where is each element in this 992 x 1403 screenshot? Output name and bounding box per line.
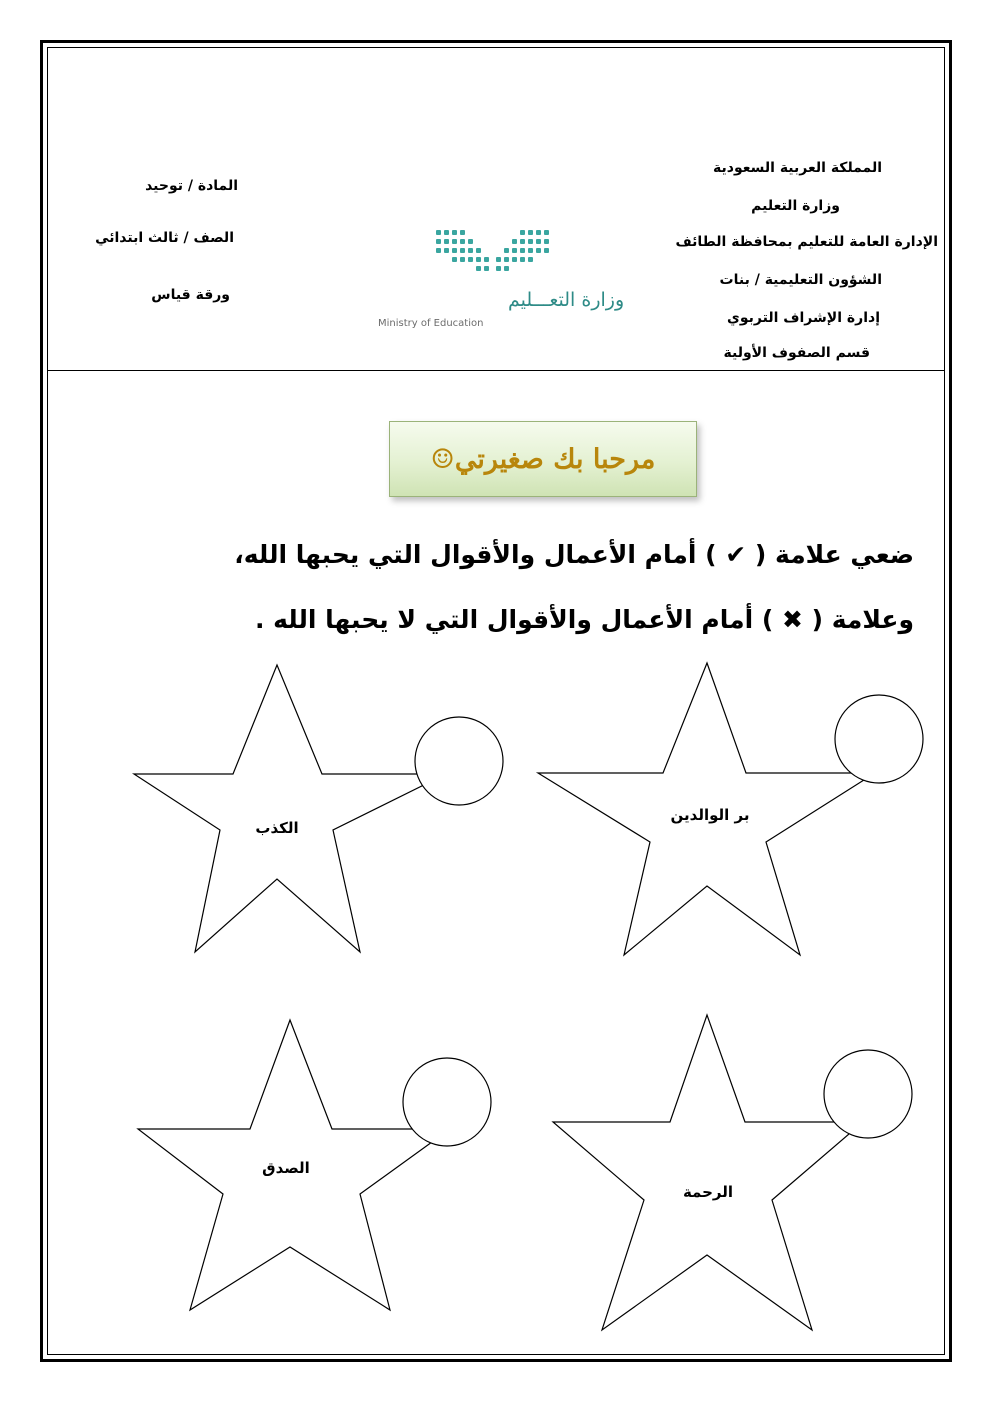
instruction-line-2: وعلامة ( ✖ ) أمام الأعمال والأقوال التي لا يحبها الله . bbox=[254, 605, 914, 634]
answer-circle-1[interactable] bbox=[415, 717, 503, 805]
answer-circle-2[interactable] bbox=[835, 695, 923, 783]
header-supervision: إدارة الإشراف التربوي bbox=[727, 310, 880, 326]
logo-arabic-text: وزارة التعـــليم bbox=[508, 289, 625, 311]
welcome-text: مرحبا بك صغيرتي☺ bbox=[430, 443, 656, 475]
header-directorate: الإدارة العامة للتعليم بمحافظة الطائف bbox=[675, 234, 938, 250]
answer-circle-4[interactable] bbox=[824, 1050, 912, 1138]
header-department: قسم الصفوف الأولية bbox=[723, 345, 870, 361]
header-ministry: وزارة التعليم bbox=[751, 198, 840, 214]
instruction-line-1: ضعي علامة ( ✔ ) أمام الأعمال والأقوال التي يحبها الله، bbox=[234, 540, 914, 569]
header-affairs: الشؤون التعليمية / بنات bbox=[719, 272, 882, 288]
answer-circle-3[interactable] bbox=[403, 1058, 491, 1146]
logo-english-text: Ministry of Education bbox=[378, 318, 484, 329]
subject-label: المادة / توحيد bbox=[145, 178, 238, 194]
sheet-label: ورقة قياس bbox=[151, 287, 230, 303]
header-kingdom: المملكة العربية السعودية bbox=[713, 160, 882, 176]
grade-label: الصف / ثالث ابتدائي bbox=[95, 230, 234, 246]
star-label-4: الرحمة bbox=[682, 1183, 734, 1201]
star-label-3: الصدق bbox=[262, 1159, 310, 1177]
star-label-2: بر الوالدين bbox=[670, 806, 750, 824]
star-label-1: الكذب bbox=[255, 819, 299, 837]
star-shape-1 bbox=[134, 665, 446, 952]
star-shape-4 bbox=[553, 1015, 863, 1330]
